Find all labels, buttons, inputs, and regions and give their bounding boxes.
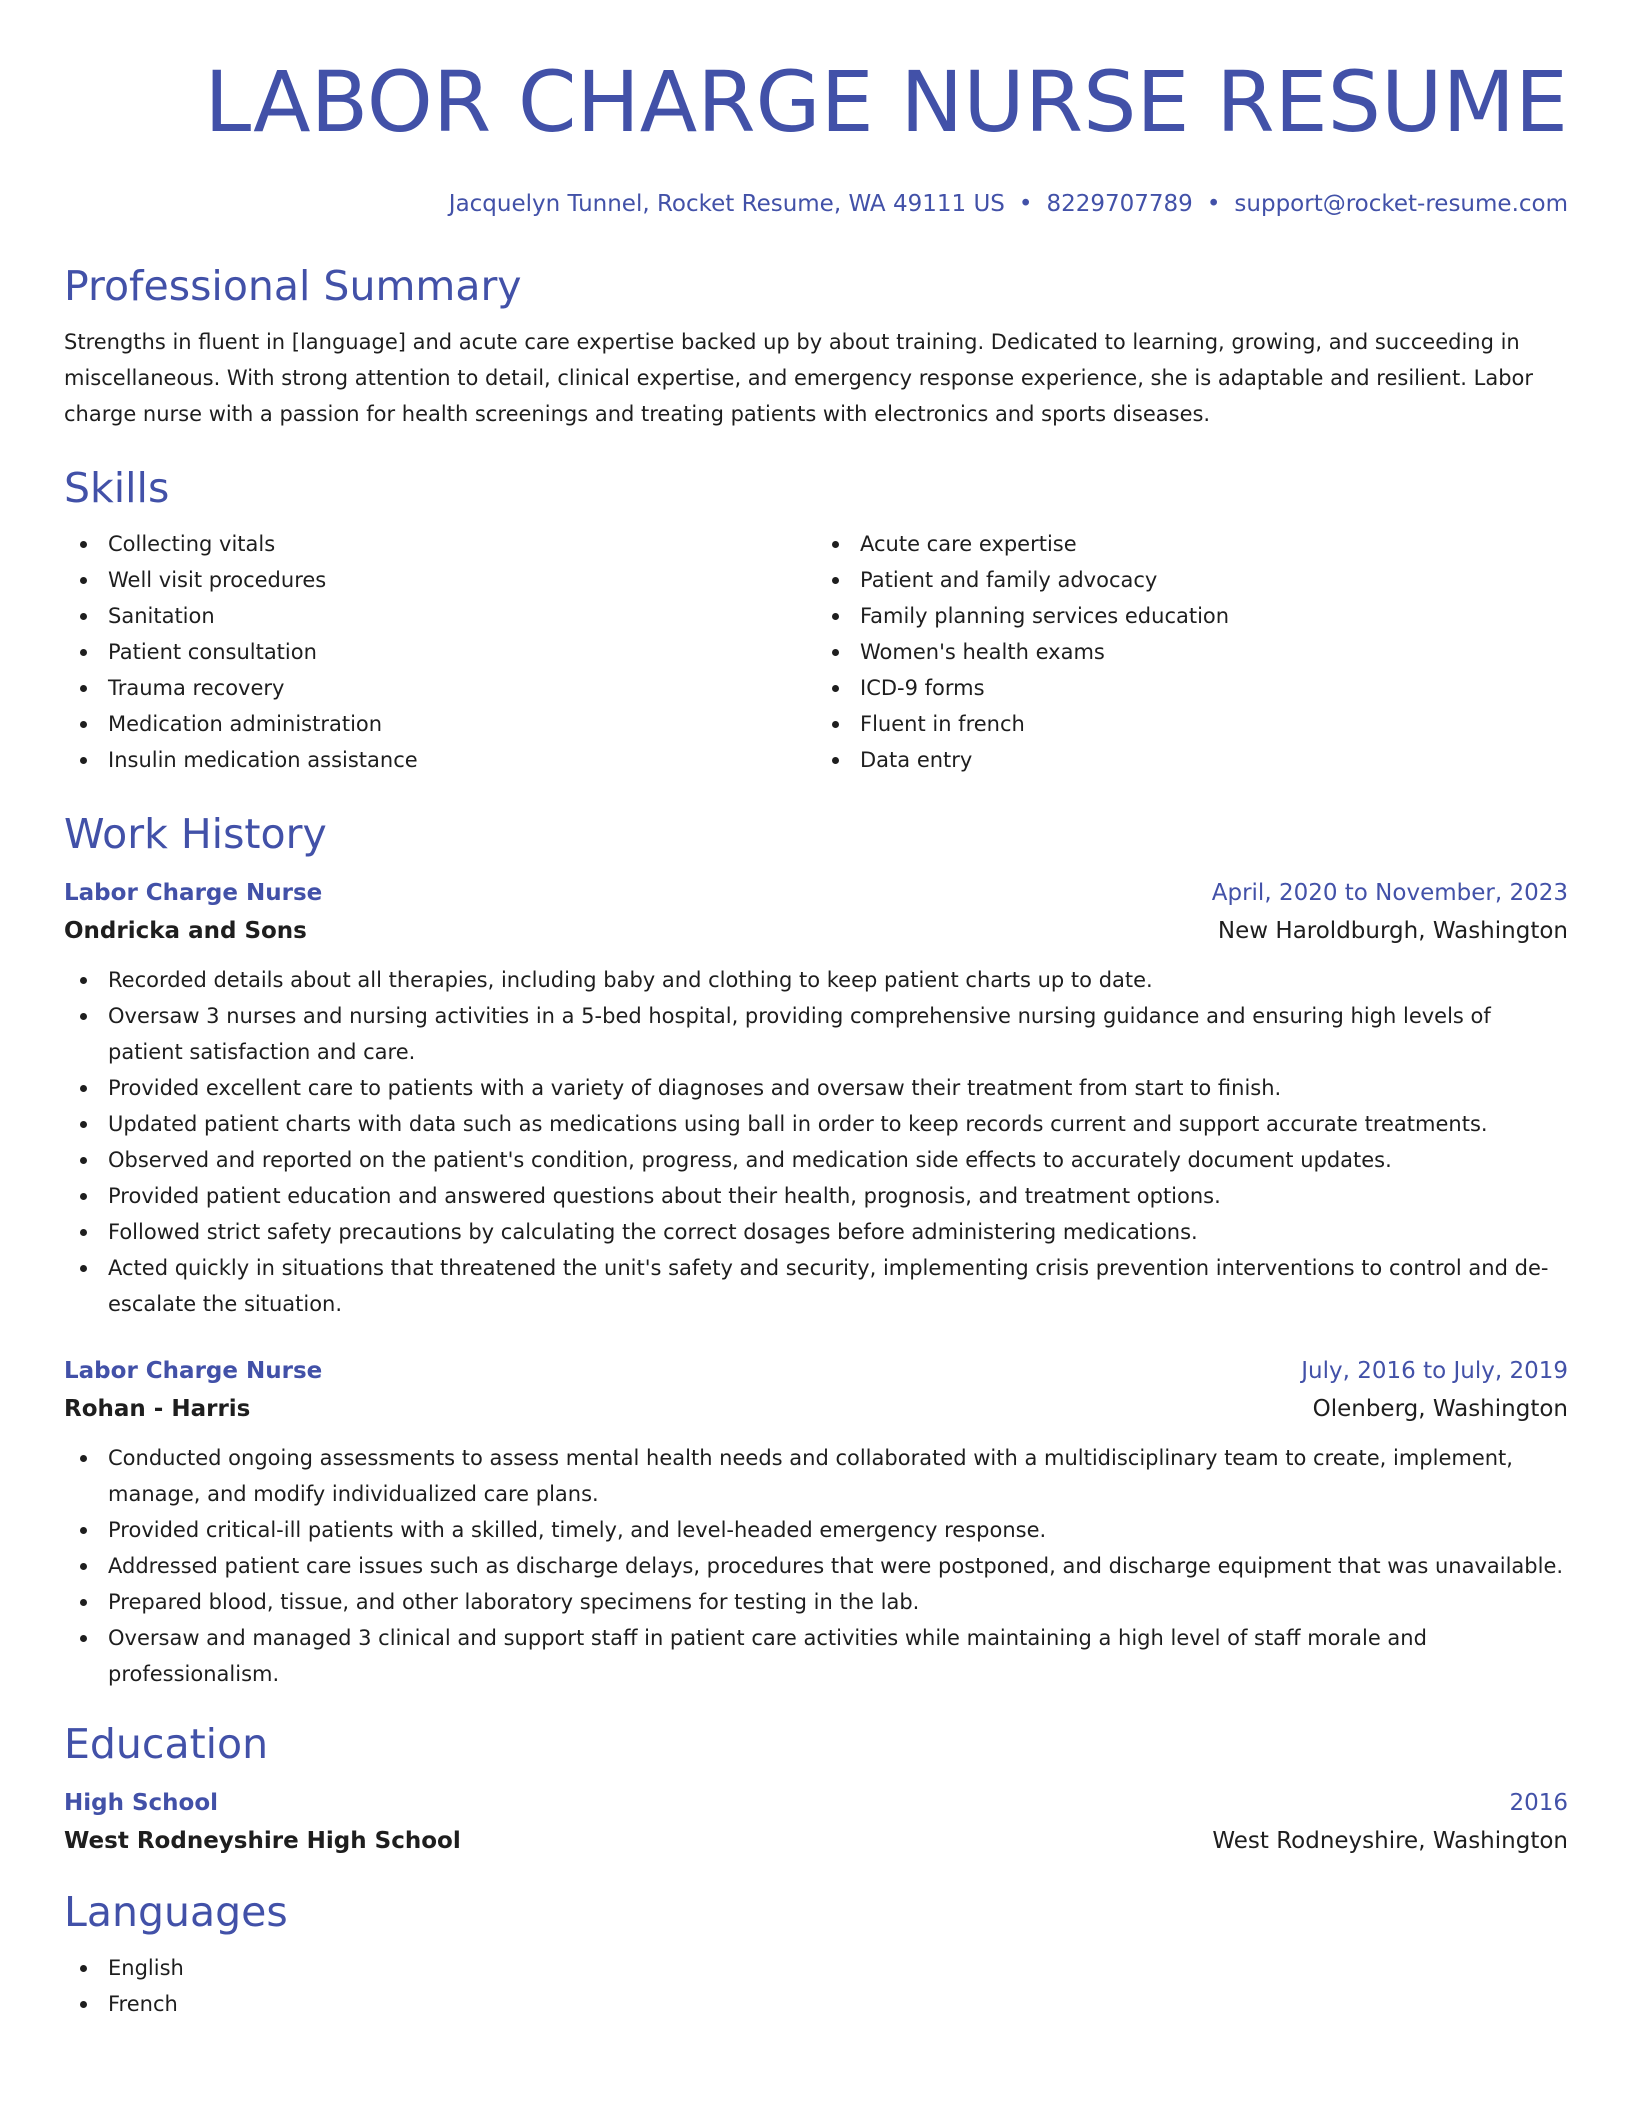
job-bullets — [64, 1440, 1568, 1692]
education-header-row — [64, 1784, 1568, 1822]
job-bullet: Provided excellent care to patients with a variety of diagnoses and oversaw their treatment from start to finish. — [64, 1070, 1568, 1106]
language-item: English — [64, 1950, 1568, 1986]
job-bullet: Acted quickly in situations that threatened the unit's safety and security, implementing crisis prevention interventions to control and de-escalate the situation. — [64, 1250, 1568, 1322]
skill-item: ICD-9 forms — [816, 670, 1568, 706]
job-bullet: Recorded details about all therapies, including baby and clothing to keep patient charts up to date. — [64, 962, 1568, 998]
languages-list — [64, 1950, 1568, 2022]
skill-item: Collecting vitals — [64, 526, 816, 562]
contact-line — [64, 188, 1568, 220]
job-bullet: Updated patient charts with data such as medications using ball in order to keep records current and support accurate treatments. — [64, 1106, 1568, 1142]
skill-item: Women's health exams — [816, 634, 1568, 670]
job-location: New Haroldburgh, Washington — [1217, 918, 1568, 944]
job-bullets — [64, 962, 1568, 1322]
job-header-row — [64, 1352, 1568, 1390]
job-header-row — [64, 874, 1568, 912]
job-bullet: Addressed patient care issues such as discharge delays, procedures that were postponed, and discharge equipment that was unavailable. — [64, 1548, 1568, 1584]
job-company-row — [64, 912, 1568, 950]
job-bullet: Observed and reported on the patient's condition, progress, and medication side effects to accurately document updates. — [64, 1142, 1568, 1178]
education-location: West Rodneyshire, Washington — [1212, 1828, 1568, 1854]
job-entry — [64, 1352, 1568, 1692]
job-bullet: Prepared blood, tissue, and other laboratory specimens for testing in the lab. — [64, 1584, 1568, 1620]
job-dates: July, 2016 to July, 2019 — [1301, 1358, 1568, 1384]
contact-separator: • — [1206, 191, 1221, 217]
skill-item: Sanitation — [64, 598, 816, 634]
skill-item: Data entry — [816, 742, 1568, 778]
skill-item: Patient consultation — [64, 634, 816, 670]
skill-item: Medication administration — [64, 706, 816, 742]
job-bullet: Provided patient education and answered questions about their health, prognosis, and treatment options. — [64, 1178, 1568, 1214]
skill-item: Fluent in french — [816, 706, 1568, 742]
skills-list-right — [816, 526, 1568, 778]
skills-section — [64, 462, 1568, 778]
skills-grid — [64, 526, 1568, 778]
skill-item: Family planning services education — [816, 598, 1568, 634]
summary-text: Strengths in fluent in [language] and acute care expertise backed up by about training. Dedicated to learning, growing, and succeeding in miscellaneous. With strong attention to detail, clinical expertise, and emergency response experience, she is adaptable and resilient. Labor charge nurse with a passion for health screenings and treating patients with electronics and sports diseases. — [64, 330, 1534, 426]
job-title: Labor Charge Nurse — [64, 1358, 323, 1384]
languages-section — [64, 1886, 1568, 2022]
job-entry — [64, 874, 1568, 1322]
skill-item: Well visit procedures — [64, 562, 816, 598]
job-bullet: Oversaw 3 nurses and nursing activities in a 5-bed hospital, providing comprehensive nursing guidance and ensuring high levels of patient satisfaction and care. — [64, 998, 1568, 1070]
skill-item: Acute care expertise — [816, 526, 1568, 562]
contact-separator: • — [1018, 191, 1033, 217]
education-year: 2016 — [1509, 1790, 1568, 1816]
education-school-row — [64, 1822, 1568, 1860]
languages-heading: Languages — [64, 1888, 288, 1936]
job-dates: April, 2020 to November, 2023 — [1211, 880, 1568, 906]
education-degree: High School — [64, 1790, 219, 1816]
job-bullet: Oversaw and managed 3 clinical and support staff in patient care activities while maintaining a high level of staff morale and professionalism. — [64, 1620, 1568, 1692]
language-item: French — [64, 1986, 1568, 2022]
work-section — [64, 808, 1568, 1692]
contact-address: Jacquelyn Tunnel, Rocket Resume, WA 49111 US — [448, 191, 1005, 217]
job-location: Olenberg, Washington — [1312, 1396, 1568, 1422]
job-company: Ondricka and Sons — [64, 918, 307, 944]
education-heading: Education — [64, 1720, 269, 1768]
skills-list-left — [64, 526, 816, 778]
job-company-row — [64, 1390, 1568, 1428]
skills-heading: Skills — [64, 464, 170, 512]
job-company: Rohan - Harris — [64, 1396, 251, 1422]
job-bullet: Followed strict safety precautions by calculating the correct dosages before administering medications. — [64, 1214, 1568, 1250]
education-entry — [64, 1784, 1568, 1860]
education-section — [64, 1718, 1568, 1860]
skill-item: Insulin medication assistance — [64, 742, 816, 778]
summary-heading: Professional Summary — [64, 262, 522, 310]
work-heading: Work History — [64, 810, 327, 858]
job-title: Labor Charge Nurse — [64, 880, 323, 906]
contact-phone: 8229707789 — [1046, 191, 1193, 217]
skill-item: Trauma recovery — [64, 670, 816, 706]
resume-title: LABOR CHARGE NURSE RESUME — [204, 53, 1568, 151]
contact-email: support@rocket-resume.com — [1234, 191, 1568, 217]
skill-item: Patient and family advocacy — [816, 562, 1568, 598]
job-bullet: Conducted ongoing assessments to assess mental health needs and collaborated with a multidisciplinary team to create, implement, manage, and modify individualized care plans. — [64, 1440, 1568, 1512]
education-school: West Rodneyshire High School — [64, 1828, 461, 1854]
summary-section — [64, 260, 1568, 432]
job-bullet: Provided critical-ill patients with a skilled, timely, and level-headed emergency response. — [64, 1512, 1568, 1548]
